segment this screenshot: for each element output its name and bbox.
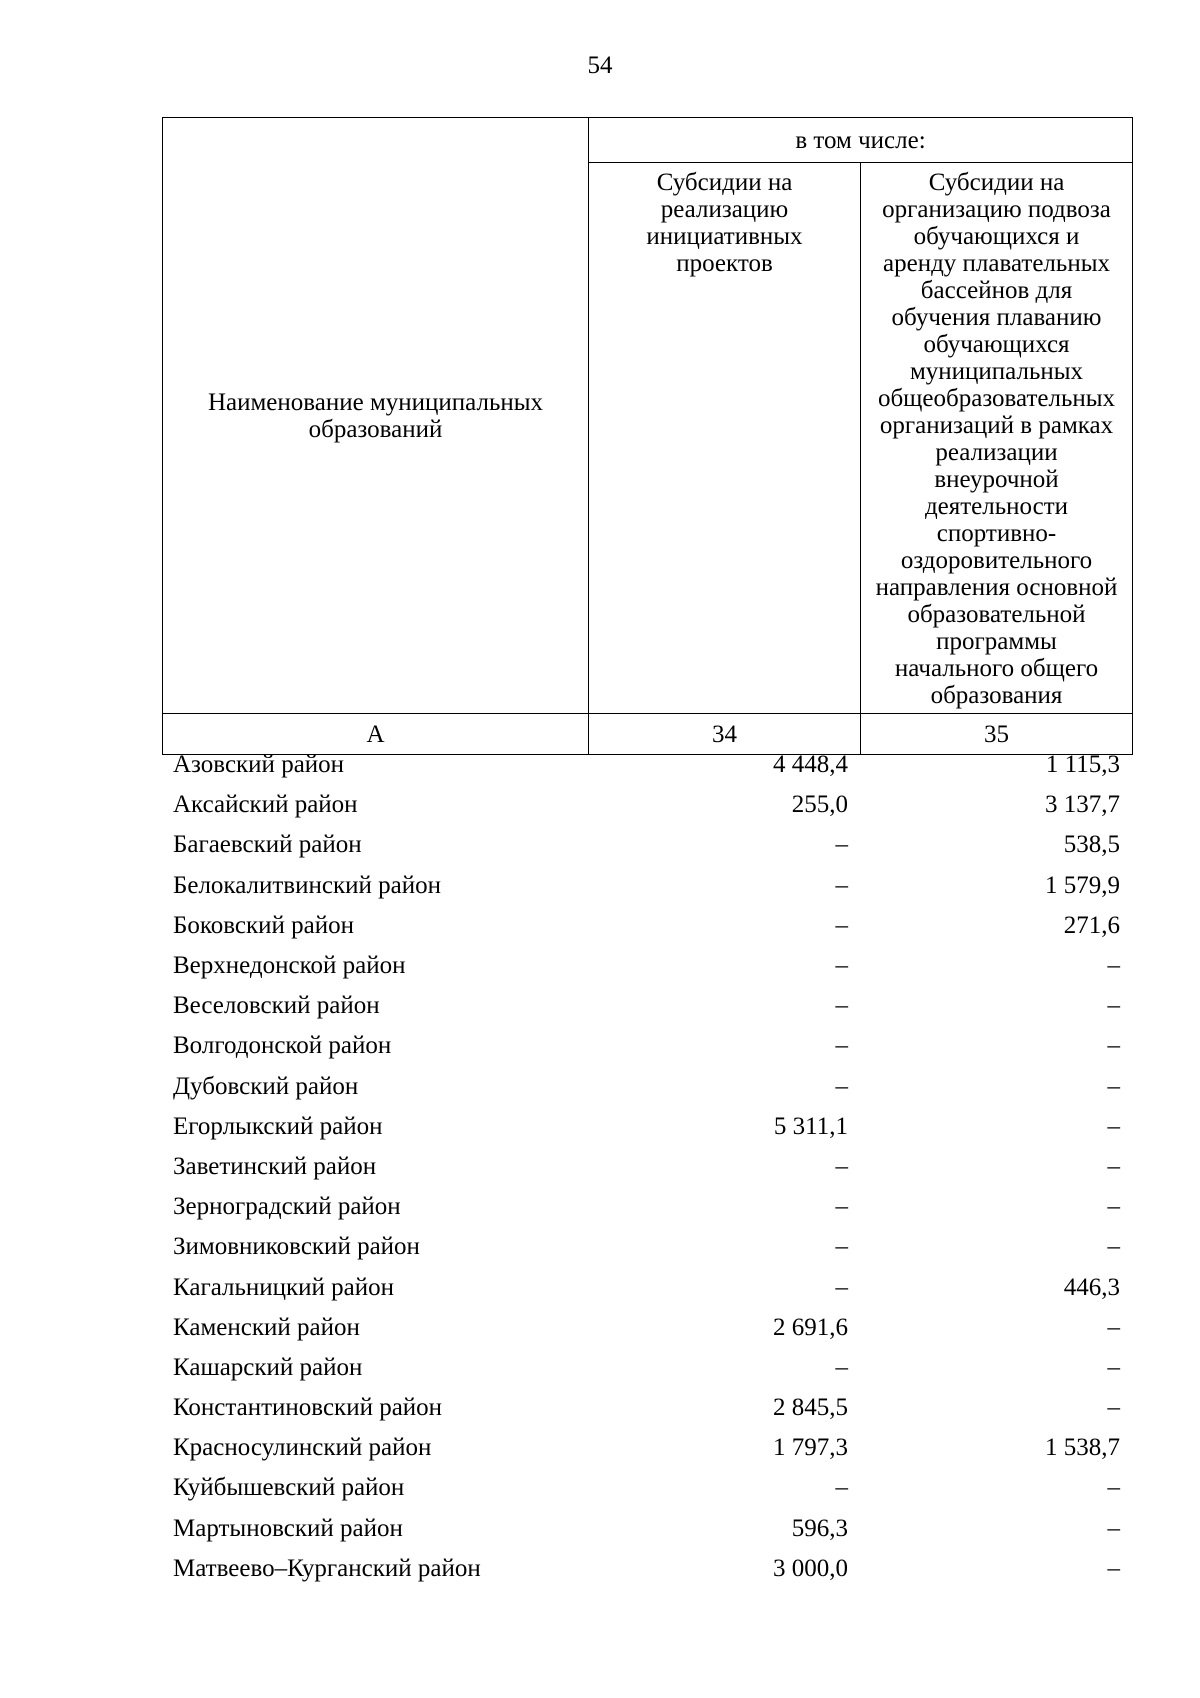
header-col-a-number: А	[163, 714, 589, 755]
row-name: Кашарский район	[173, 1353, 363, 1381]
row-value-col35: –	[1107, 1313, 1120, 1341]
row-name: Веселовский район	[173, 992, 380, 1020]
row-value-col34: –	[835, 1353, 848, 1381]
row-name: Белокалитвинский район	[173, 871, 441, 899]
table-row	[162, 1308, 1132, 1348]
row-name: Егорлыкский район	[173, 1112, 383, 1140]
header-name-column: Наименование муниципальных образований	[163, 118, 589, 714]
row-name: Каменский район	[173, 1313, 360, 1341]
row-value-col34: –	[835, 1474, 848, 1502]
row-value-col35: –	[1107, 1233, 1120, 1261]
header-col35-number: 35	[861, 714, 1133, 755]
row-value-col35: –	[1107, 1072, 1120, 1100]
row-name: Верхнедонской район	[173, 952, 406, 980]
row-value-col34: 1 797,3	[773, 1434, 848, 1462]
row-value-col35: 1 115,3	[1045, 751, 1120, 779]
row-value-col34: –	[835, 1233, 848, 1261]
table-row	[162, 1428, 1132, 1468]
row-name: Кагальницкий район	[173, 1273, 395, 1301]
row-name: Багаевский район	[173, 831, 362, 859]
row-name: Заветинский район	[173, 1152, 377, 1180]
row-value-col35: –	[1107, 952, 1120, 980]
row-value-col34: –	[835, 992, 848, 1020]
row-value-col34: –	[835, 911, 848, 939]
row-name: Аксайский район	[173, 791, 358, 819]
row-value-col35: –	[1107, 1514, 1120, 1542]
table-row	[162, 946, 1132, 986]
row-value-col35: –	[1107, 1112, 1120, 1140]
row-value-col34: –	[835, 952, 848, 980]
row-name: Азовский район	[173, 751, 345, 779]
table-row	[162, 1107, 1132, 1147]
row-name: Куйбышевский район	[173, 1474, 405, 1502]
table-row	[162, 986, 1132, 1026]
row-value-col35: –	[1107, 1353, 1120, 1381]
row-name: Зимовниковский район	[173, 1233, 420, 1261]
row-name: Волгодонской район	[173, 1032, 392, 1060]
row-value-col34: 255,0	[791, 791, 848, 819]
table-row	[162, 866, 1132, 906]
table-row	[162, 1468, 1132, 1508]
header-col35-title: Субсидии на организацию подвоза обучающихся и аренду плавательных бассейнов для обучения плаванию обучающихся муниципальных общеобразовательных организаций в рамках реализации внеурочной деятельности спортивно-оздоровительного направления основной образовательной программы начального общего образования	[861, 163, 1133, 714]
row-value-col35: –	[1107, 1394, 1120, 1422]
header-col34-number: 34	[589, 714, 861, 755]
table-row	[162, 1026, 1132, 1066]
table-row	[162, 745, 1132, 785]
row-value-col34: –	[835, 871, 848, 899]
row-value-col35: –	[1107, 1032, 1120, 1060]
row-name: Зерноградский район	[173, 1193, 401, 1221]
row-value-col35: 3 137,7	[1045, 791, 1120, 819]
header-group-label: в том числе:	[589, 118, 1133, 163]
table-row	[162, 1147, 1132, 1187]
row-value-col35: –	[1107, 1152, 1120, 1180]
row-value-col34: –	[835, 1273, 848, 1301]
table-row	[162, 1549, 1132, 1589]
row-name: Дубовский район	[173, 1072, 359, 1100]
row-value-col34: –	[835, 831, 848, 859]
row-value-col34: –	[835, 1072, 848, 1100]
row-name: Мартыновский район	[173, 1514, 403, 1542]
row-value-col34: –	[835, 1032, 848, 1060]
table-row	[162, 825, 1132, 865]
table-body	[162, 745, 1132, 1589]
table-row	[162, 785, 1132, 825]
row-value-col35: –	[1107, 1474, 1120, 1502]
row-value-col34: 2 691,6	[773, 1313, 848, 1341]
row-value-col34: 4 448,4	[773, 751, 848, 779]
header-col34-title: Субсидии на реализацию инициативных проектов	[589, 163, 861, 714]
row-value-col35: –	[1107, 1193, 1120, 1221]
row-value-col34: 2 845,5	[773, 1394, 848, 1422]
page-number: 54	[587, 52, 613, 79]
table-row	[162, 1388, 1132, 1428]
table-row	[162, 1187, 1132, 1227]
table-row	[162, 1067, 1132, 1107]
table-row	[162, 1509, 1132, 1549]
table-row	[162, 1227, 1132, 1267]
table-header	[162, 117, 1133, 755]
row-value-col35: 1 579,9	[1045, 871, 1120, 899]
row-name: Константиновский район	[173, 1394, 443, 1422]
table-row	[162, 906, 1132, 946]
row-value-col34: –	[835, 1193, 848, 1221]
row-value-col35: 446,3	[1063, 1273, 1120, 1301]
table-row	[162, 1348, 1132, 1388]
row-name: Красносулинский район	[173, 1434, 432, 1462]
row-value-col35: 538,5	[1063, 831, 1120, 859]
row-value-col35: 271,6	[1063, 911, 1120, 939]
row-value-col35: –	[1107, 992, 1120, 1020]
row-value-col35: –	[1107, 1554, 1120, 1582]
row-name: Боковский район	[173, 911, 354, 939]
row-value-col34: 3 000,0	[773, 1554, 848, 1582]
table-row	[162, 1267, 1132, 1307]
row-name: Матвеево–Курганский район	[173, 1554, 481, 1582]
row-value-col34: –	[835, 1152, 848, 1180]
row-value-col35: 1 538,7	[1045, 1434, 1120, 1462]
row-value-col34: 5 311,1	[773, 1112, 848, 1140]
row-value-col34: 596,3	[791, 1514, 848, 1542]
